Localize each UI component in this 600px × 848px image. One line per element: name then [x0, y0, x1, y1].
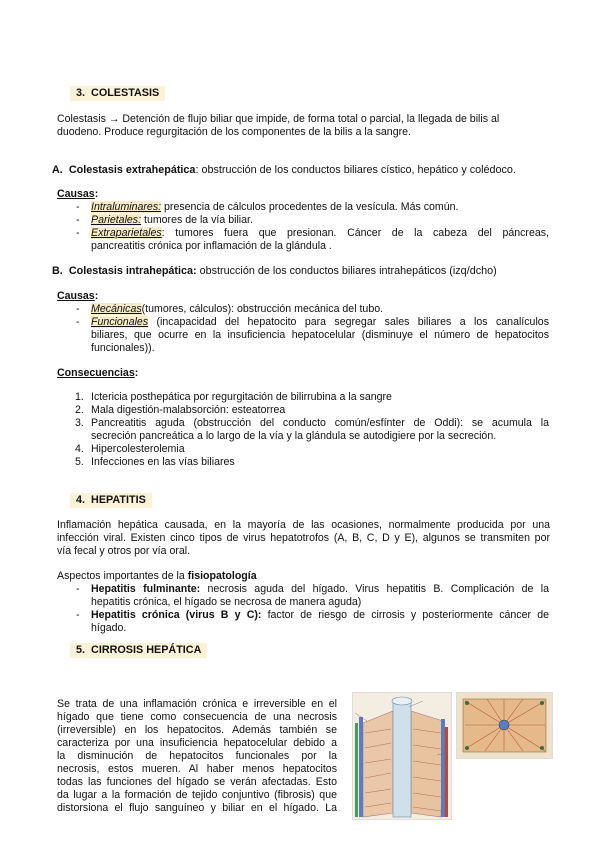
liver-lobule-illustration — [352, 692, 452, 820]
aspects-line: Aspectos importantes de la fisiopatología — [57, 570, 257, 582]
subsection-a-letter: A. — [52, 164, 63, 176]
subsection-a-heading — [52, 164, 516, 177]
list-item: - Mecánicas(tumores, cálculos): obstrucción mecánica del tubo. — [73, 303, 549, 316]
section-4-title: HEPATITIS — [91, 494, 146, 506]
subsection-b-heading — [52, 265, 497, 278]
list-item: 3. Pancreatitis aguda (obstrucción del conducto común/esfínter de Oddi): se acumula la secreción pancreática a lo largo de la vía y la glándula se autodigiere por la secreción. — [75, 417, 549, 442]
section-5-title: CIRROSIS HEPÁTICA — [91, 644, 202, 656]
section-3-title: COLESTASIS — [91, 87, 160, 99]
subsection-b-title: Colestasis intrahepática: — [68, 265, 197, 277]
subsection-a-title: Colestasis extrahepática — [68, 164, 196, 176]
colestasis-definition — [57, 113, 550, 139]
list-item: - Intraluminares: presencia de cálculos procedentes de la vesícula. Más común. — [73, 201, 549, 214]
hepatitis-list — [73, 583, 549, 635]
section-3-heading — [70, 86, 165, 101]
list-item: 5. Infecciones en las vías biliares — [75, 456, 235, 468]
list-item: - Hepatitis crónica (virus B y C): factor de riesgo de cirrosis y posteriormente cáncer de hígado. — [73, 609, 549, 635]
list-item: - Funcionales (incapacidad del hepatocito para segregar sales biliares a los canalículos biliares, que ocurre en la insuficiencia hepatocelular (disminuye el número de hepatocitos funcionales)). — [73, 316, 549, 355]
subsection-b-text: obstrucción de los conductos biliares intrahepáticos (izq/dcho) — [196, 265, 497, 277]
list-item: 1. Ictericia posthepática por regurgitación de bilirrubina a la sangre — [75, 391, 392, 403]
consequences-label: Consecuencias: — [57, 367, 139, 379]
list-item: - Extraparietales: tumores fuera que presionan. Cáncer de la cabeza del páncreas, pancreatitis crónica por inflamación de la glándula . — [73, 227, 549, 253]
definition-line-2: duodeno. Produce regurgitación de los componentes de la bilis a la sangre. — [57, 126, 411, 138]
arrow-icon: → — [108, 113, 120, 125]
definition-term: Colestasis — [57, 113, 109, 125]
causes-b-list — [73, 303, 549, 355]
causes-a-label: Causas: — [57, 188, 99, 200]
section-4-heading — [70, 493, 152, 508]
section-5-heading — [70, 643, 207, 658]
definition-line-1: Detención de flujo biliar que impide, de forma total o parcial, la llegada de bilis al — [119, 113, 500, 125]
list-item: 4. Hipercolesterolemia — [75, 443, 185, 455]
section-5-number: 5. — [76, 644, 86, 656]
cirrosis-paragraph: Se trata de una inflamación crónica e irreversible en el hígado que tiene como consecuencia de una necrosis (irreversible) en los hepatocitos. Además también se caracteriza por una insuficiencia hepatocelular debido a la disminución de hepatocitos funcionales por la necrosis, estos mueren. Al haber menos hepatocitos todas las funciones del hígado se verán afectadas. Esto da lugar a la formación de tejido conjuntivo (fibrosis) que distorsiona el flujo sanguíneo y biliar en el hígado. La — [57, 698, 337, 814]
list-item: - Hepatitis fulminante: necrosis aguda del hígado. Virus hepatitis B. Complicación de la hepatitis crónica, el hígado se necrosa de manera aguda) — [73, 583, 549, 609]
list-item: 2. Mala digestión-malabsorción: esteatorrea — [75, 404, 286, 416]
causes-a-list — [73, 201, 549, 253]
consequences-list — [73, 391, 549, 469]
section-4-number: 4. — [76, 494, 86, 506]
subsection-a-text: : obstrucción de los conductos biliares cístico, hepático y colédoco. — [195, 164, 516, 176]
liver-micrograph — [456, 692, 553, 759]
section-3-number: 3. — [76, 87, 86, 99]
hepatitis-intro: Inflamación hepática causada, en la mayoría de las ocasiones, normalmente producida por una infección viral. Existen cinco tipos de virus hepatotrofos (A, B, C, D y E), algunos se transmiten por vía fecal y otros por vía oral. — [57, 519, 550, 557]
causes-b-label: Causas: — [57, 290, 99, 302]
subsection-b-letter: B. — [52, 265, 63, 277]
list-item: - Parietales: tumores de la vía biliar. — [73, 214, 549, 227]
liver-lobule-drawing — [353, 693, 451, 819]
liver-micrograph-drawing — [457, 693, 552, 758]
